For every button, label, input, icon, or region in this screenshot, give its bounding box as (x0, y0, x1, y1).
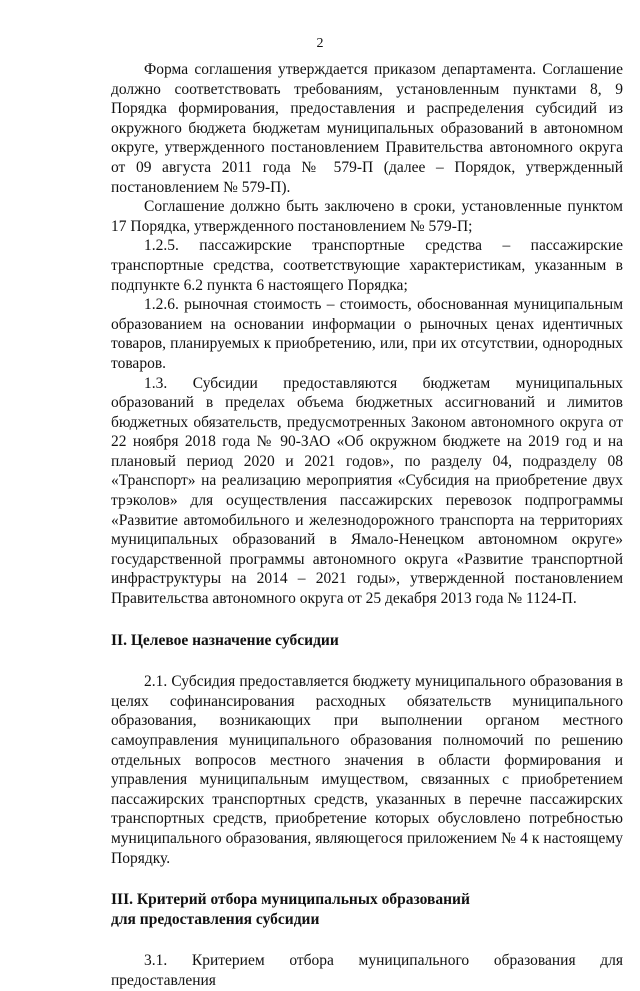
paragraph-1-2-6: 1.2.6. рыночная стоимость – стоимость, обоснованная муниципальным образованием на основании информации о рыночных ценах идентичных товаров, планируемых к приобретению, или, при их отсутствии, однородных товаров. (111, 296, 623, 372)
paragraph-agreement-form: Форма соглашения утверждается приказом департамента. Соглашение должно соответствовать требованиям, установленным пунктами 8, 9 Порядка формирования, предоставления и распределения субсидий из окружного бюджета бюджетам муниципальных образований в автономном округе, утвержденного постановлением Правительства автономного округа от 09 августа 2011 года № 579-П (далее – Порядок, утвержденный постановлением № 579-П). (111, 61, 623, 196)
section-2-heading: II. Целевое назначение субсидии (111, 631, 339, 649)
paragraph-2-1: 2.1. Субсидия предоставляется бюджету муниципального образования в целях софинансирования расходных обязательств муниципального образования, возникающих при выполнении органом местного самоуправления муниципального образования полномочий по решению отдельных вопросов местного значения в области формирования и управления муниципальным имуществом, связанных с приобретением пассажирских транспортных средств, указанных в перечне пассажирских транспортных средств, приобретение которых обусловлено потребностью муниципального образования, являющегося приложением № 4 к настоящему Порядку. (111, 673, 623, 867)
document-body (111, 60, 623, 991)
page-number: 2 (316, 36, 324, 51)
paragraph-3-1: 3.1. Критерием отбора муниципального образования для предоставления (111, 952, 623, 989)
paragraph-1-2-5: 1.2.5. пассажирские транспортные средства – пассажирские транспортные средства, соответствующие характеристикам, указанным в подпункте 6.2 пункта 6 настоящего Порядка; (111, 237, 623, 294)
paragraph-1-3: 1.3. Субсидии предоставляются бюджетам муниципальных образований в пределах объема бюджетных ассигнований и лимитов бюджетных обязательств, предусмотренных Законом автономного округа от 22 ноября 2018 года № 90-ЗАО «Об окружном бюджете на 2019 год и на плановый период 2020 и 2021 годов», по разделу 04, подразделу 08 «Транспорт» на реализацию мероприятия «Субсидия на приобретение двух трэколов» для осуществления пассажирских перевозок подпрограммы «Развитие автомобильного и железнодорожного транспорта на территориях муниципальных образований в Ямало-Ненецком автономном округе» государственной программы автономного округа «Развитие транспортной инфраструктуры на 2014 – 2021 годы», утвержденной постановлением Правительства автономного округа от 25 декабря 2013 года № 1124-П. (111, 374, 623, 608)
paragraph-agreement-terms: Соглашение должно быть заключено в сроки, установленные пунктом 17 Порядка, утвержденного постановлением № 579-П; (111, 198, 623, 235)
section-3-heading-line1: III. Критерий отбора муниципальных образований (111, 891, 470, 909)
section-3-heading-line2: для предоставления субсидии (111, 910, 320, 928)
